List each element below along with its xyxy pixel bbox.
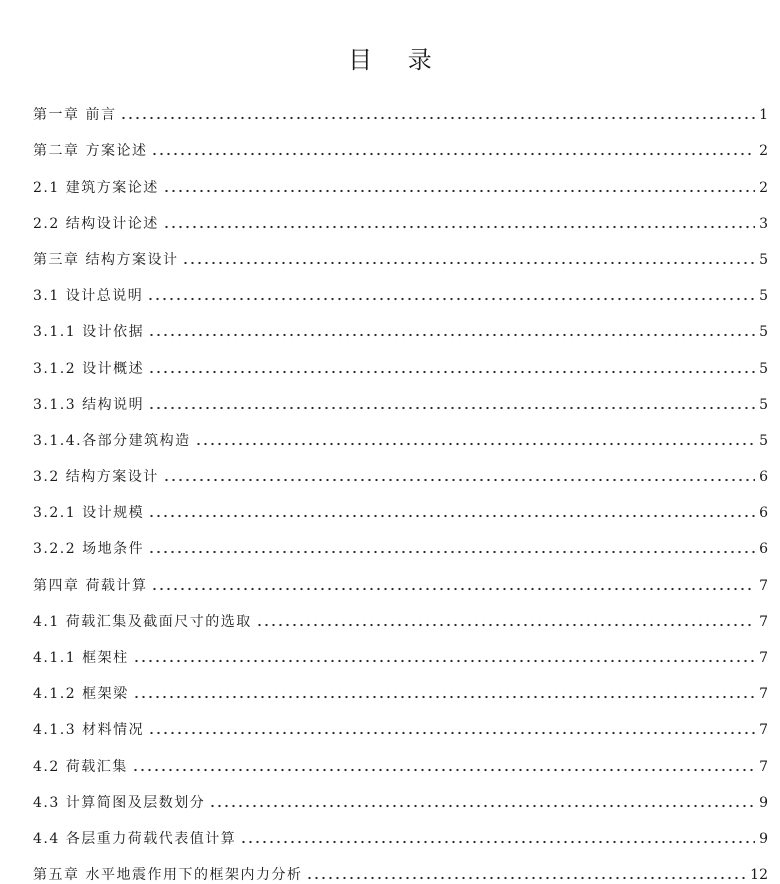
toc-entry-page: 2 <box>759 143 768 160</box>
toc-entry[interactable] <box>33 233 768 269</box>
toc-entry[interactable] <box>33 812 768 848</box>
dot-leader <box>148 333 755 337</box>
toc-entry[interactable] <box>33 486 768 522</box>
toc-entry-label: 4.1.3 材料情况 <box>33 722 145 739</box>
dot-leader <box>120 116 755 120</box>
toc-entry-label: 4.2 荷载汇集 <box>33 758 128 775</box>
toc-entry-page: 5 <box>759 251 768 268</box>
toc-entry-page: 1 <box>759 107 768 124</box>
toc-entry-label: 4.1 荷载汇集及截面尺寸的选取 <box>33 613 252 630</box>
toc-entry[interactable] <box>33 160 768 196</box>
dot-leader <box>148 370 755 374</box>
dot-leader <box>133 695 756 699</box>
toc-entry[interactable] <box>33 631 768 667</box>
toc-entry[interactable] <box>33 776 768 812</box>
toc-entry[interactable] <box>33 522 768 558</box>
dot-leader <box>148 550 755 554</box>
toc-entry[interactable] <box>33 341 768 377</box>
dot-leader <box>151 587 755 591</box>
dot-leader <box>240 840 755 844</box>
toc-entry-label: 4.1.2 框架梁 <box>33 686 129 703</box>
toc-entry[interactable] <box>33 378 768 414</box>
toc-entry-label: 第四章 荷载计算 <box>33 577 148 594</box>
toc-entry-label: 第二章 方案论述 <box>33 143 148 160</box>
toc-entry-page: 6 <box>759 541 768 558</box>
toc-entry-page: 5 <box>759 432 768 449</box>
toc-entry[interactable] <box>33 414 768 450</box>
toc-entry-label: 3.1.4.各部分建筑构造 <box>33 432 191 449</box>
toc-entry-label: 3.2.1 设计规模 <box>33 505 145 522</box>
toc-entry-page: 5 <box>759 360 768 377</box>
dot-leader <box>148 406 755 410</box>
toc-entry-page: 5 <box>759 288 768 305</box>
dot-leader <box>163 189 755 193</box>
dot-leader <box>209 804 755 808</box>
toc-entry-label: 第一章 前言 <box>33 107 117 124</box>
toc-entry-page: 7 <box>759 722 768 739</box>
toc-entry-page: 3 <box>759 215 768 232</box>
toc-entry-page: 7 <box>759 577 768 594</box>
dot-leader <box>163 225 755 229</box>
toc-entry-page: 12 <box>750 867 768 884</box>
toc-entry-label: 3.2 结构方案设计 <box>33 469 159 486</box>
toc-entry-page: 7 <box>759 758 768 775</box>
dot-leader <box>148 514 755 518</box>
toc-entry-label: 2.1 建筑方案论述 <box>33 179 159 196</box>
dot-leader <box>163 478 755 482</box>
toc-entry[interactable] <box>33 739 768 775</box>
toc-entry[interactable] <box>33 269 768 305</box>
dot-leader <box>256 623 755 627</box>
toc-entry[interactable] <box>33 595 768 631</box>
toc-entry-page: 6 <box>759 505 768 522</box>
toc-title: 目 录 <box>348 46 446 74</box>
dot-leader <box>195 442 756 446</box>
toc-entry[interactable] <box>33 558 768 594</box>
toc-entry-page: 9 <box>759 830 768 847</box>
toc-entry[interactable] <box>33 450 768 486</box>
dot-leader <box>133 659 756 663</box>
toc-entry[interactable] <box>33 848 768 884</box>
toc-entry[interactable] <box>33 703 768 739</box>
dot-leader <box>147 297 755 301</box>
toc-entry-page: 5 <box>759 396 768 413</box>
dot-leader <box>151 152 755 156</box>
toc-entry[interactable] <box>33 197 768 233</box>
toc-entry[interactable] <box>33 305 768 341</box>
table-of-contents <box>33 88 768 884</box>
toc-entry-label: 3.1.2 设计概述 <box>33 360 145 377</box>
toc-entry-page: 5 <box>759 324 768 341</box>
toc-entry[interactable] <box>33 88 768 124</box>
toc-entry-page: 9 <box>759 794 768 811</box>
toc-entry-label: 第三章 结构方案设计 <box>33 251 179 268</box>
toc-entry-page: 6 <box>759 469 768 486</box>
toc-entry-label: 4.1.1 框架柱 <box>33 650 129 666</box>
dot-leader <box>148 731 755 735</box>
dot-leader <box>306 876 746 880</box>
toc-entry-label: 4.3 计算简图及层数划分 <box>33 794 206 811</box>
toc-entry-label: 3.2.2 场地条件 <box>33 541 145 558</box>
toc-entry-label: 2.2 结构设计论述 <box>33 215 159 232</box>
toc-entry-label: 3.1.1 设计依据 <box>33 324 145 341</box>
toc-entry-label: 3.1 设计总说明 <box>33 288 144 305</box>
toc-entry-label: 第五章 水平地震作用下的框架内力分析 <box>33 867 303 884</box>
toc-entry[interactable] <box>33 667 768 703</box>
toc-entry-label: 4.4 各层重力荷载代表值计算 <box>33 830 237 847</box>
toc-entry-page: 7 <box>759 613 768 630</box>
toc-entry-page: 2 <box>759 179 768 196</box>
toc-entry-page: 7 <box>759 686 768 703</box>
dot-leader <box>132 768 755 772</box>
toc-entry-page: 7 <box>759 650 768 666</box>
toc-entry[interactable] <box>33 124 768 160</box>
toc-entry-label: 3.1.3 结构说明 <box>33 396 145 413</box>
dot-leader <box>182 261 755 265</box>
